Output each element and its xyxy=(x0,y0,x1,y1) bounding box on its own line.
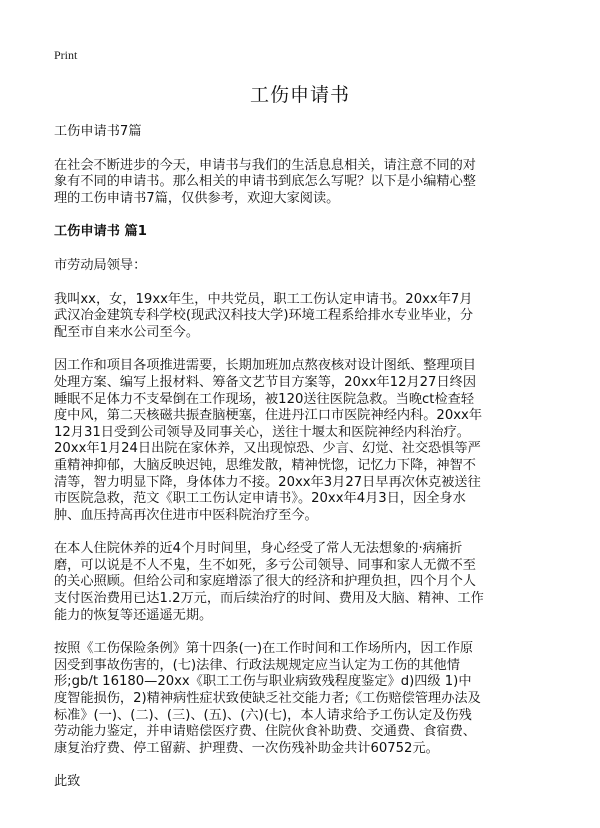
body-paragraph: 按照《工伤保险条例》第十四条(一)在工作时间和工作场所内，因工作原因受到事故伤害的，(七)法律、行政法规规定应当认定为工伤的其他情形;gb/t 16180—20xx《职工工伤与职业病致残程度鉴定》d)四级 1)中度智能损伤，2)精神病性症状致使缺乏社交能力者;《工伤赔偿管理办法及标准》(一)、(二)、(三)、(五)、(六)(七)，本人请求给予工伤认定及伤残劳动能力鉴定，并申请赔偿医疗费、住院伙食补助费、交通费、食宿费、康复治疗费、停工留薪、护理费、一次伤残补助金共计60752元。 xyxy=(54,641,481,756)
document-subtitle: 工伤申请书7篇 xyxy=(54,124,142,139)
body-paragraph: 我叫xx，女，19xx年生，中共党员，职工工伤认定申请书。20xx年7月武汉冶金建筑专科学校(现武汉科技大学)环境工程系给排水专业毕业，分配至市自来水公司至今。 xyxy=(54,291,474,340)
print-link[interactable]: Print xyxy=(54,48,78,62)
page-title: 工伤申请书 xyxy=(249,84,350,106)
section-title: 工伤申请书 篇1 xyxy=(54,224,147,240)
closing: 此致 xyxy=(54,774,81,790)
intro-paragraph: 在社会不断进步的今天，申请书与我们的生活息息相关，请注意不同的对象有不同的申请书。那么相关的申请书到底怎么写呢？以下是小编精心整理的工伤申请书7篇，仅供参考，欢迎大家阅读。 xyxy=(54,157,476,206)
salutation: 市劳动局领导： xyxy=(54,257,147,273)
body-paragraph: 在本人住院休养的近4个月时间里，身心经受了常人无法想象的·病痛折磨，可以说是不人不鬼，生不如死，多亏公司领导、同事和家人无微不至的关心照顾。但给公司和家庭增添了很大的经济和护理负担，四个月个人支付医治费用已达1.2万元，而后续治疗的时间、费用及大脑、精神、工作能力的恢复等还遥遥无期。 xyxy=(54,541,484,623)
body-paragraph: 因工作和项目各项推进需要，长期加班加点熬夜核对设计图纸、整理项目处理方案、编写上报材料、筹备文艺节目方案等，20xx年12月27日终因睡眠不足体力不支晕倒在工作现场，被120送往医院急救。当晚ct检查轻度中风，第二天核磁共振查脑梗塞，住进丹江口市医院神经内科。20xx年12月31日受到公司领导及同事关心，送往十堰太和医院神经内科治疗。20xx年1月24日出院在家休养，又出现惊恐、少言、幻觉、社交恐惧等严重精神抑郁，大脑反映迟钝，思维发散，精神恍惚，记忆力下降，神智不清等，智力明显下降，身体体力不接。20xx年3月27日早再次休克被送往市医院急救，范文《职工工伤认定申请书》。20xx年4月3日，因全身水肿、血压持高再次住进市中医科院治疗至今。 xyxy=(54,358,483,523)
document-body xyxy=(54,124,484,808)
